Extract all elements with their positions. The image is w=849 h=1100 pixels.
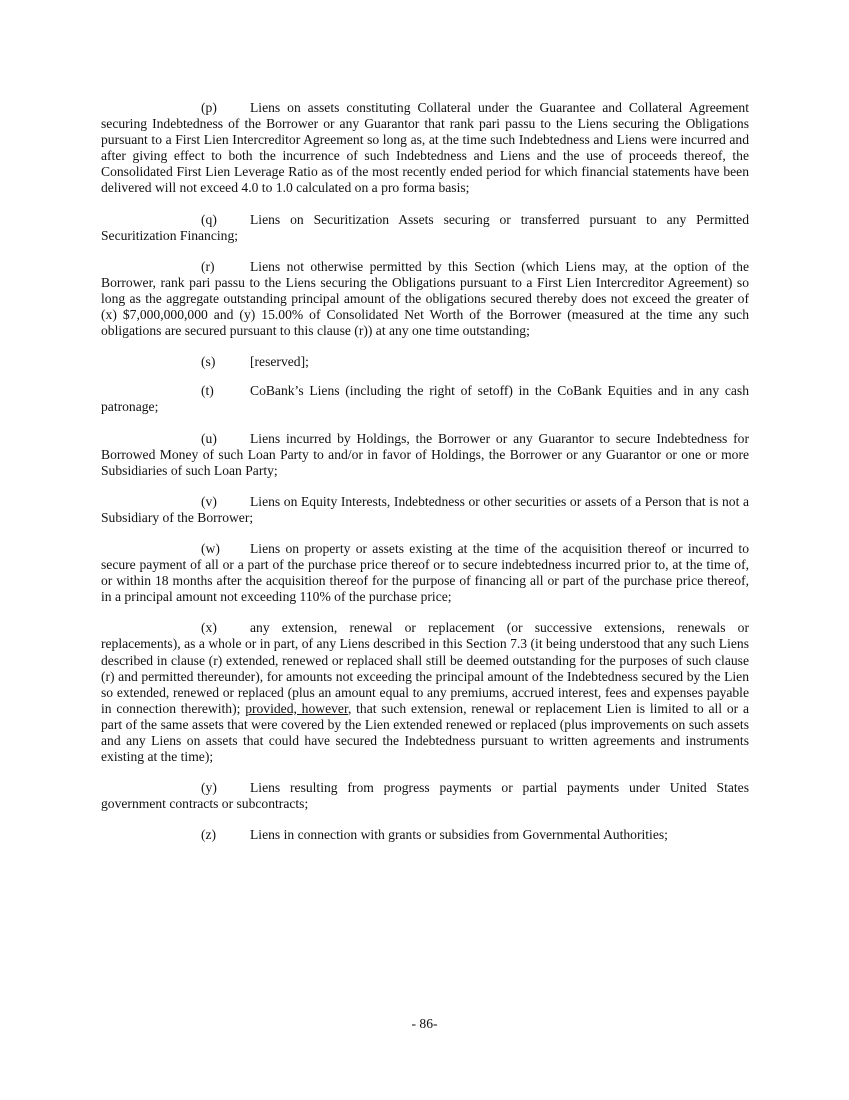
clause-t — [101, 383, 749, 415]
clause-text: Liens resulting from progress payments or partial payments under United States government contracts or subcontracts; — [101, 780, 749, 812]
clause-u — [101, 431, 749, 479]
clause-marker: (r) — [201, 258, 215, 274]
clause-marker: (y) — [201, 780, 217, 796]
clause-text: [reserved]; — [250, 354, 309, 370]
clause-s — [101, 354, 749, 370]
clause-text: Liens on property or assets existing at the time of the acquisition thereof or incurred to secure payment of all or a part of the purchase price thereof or to secure indebtedness incurred prior to, at the time of, or within 18 months after the acquisition thereof for the purpose of financing all or part of the purchase price thereof, in a principal amount not exceeding 110% of the purchase price; — [101, 540, 749, 605]
clause-text: any extension, renewal or replacement (or successive extensions, renewals or replacements), as a whole or in part, of any Liens described in this Section 7.3 (it being understood that any such Liens described in clause (r) extended, renewed or replaced shall still be deemed outstanding for the purposes of such clause (r) and permitted thereunder), for amounts not exceeding the principal amount of the Indebtedness secured by the Lien so extended, renewed or replaced (plus an amount equal to any premiums, accrued interest, fees and expenses payable in connection therewith); — [101, 620, 749, 716]
clause-marker: (v) — [201, 493, 217, 509]
clause-text: Liens on Equity Interests, Indebtedness or other securities or assets of a Person that is not a Subsidiary of the Borrower; — [101, 493, 749, 525]
clause-marker: (s) — [201, 354, 216, 370]
clause-q — [101, 212, 749, 244]
clause-y — [101, 780, 749, 812]
clause-r — [101, 259, 749, 339]
clause-marker: (t) — [201, 383, 214, 399]
clause-text: Liens not otherwise permitted by this Section (which Liens may, at the option of the Borrower, rank pari passu to the Liens securing the Obligations pursuant to a First Lien Intercreditor Agreement) so long as the aggregate outstanding principal amount of the obligations secured thereby does not exceed the greater of (x) $7,000,000,000 and (y) 15.00% of Consolidated Net Worth of the Borrower (measured at the time any such obligations are secured pursuant to this clause (r)) at any one time outstanding; — [101, 258, 749, 339]
page-number: - 86- — [411, 1016, 438, 1031]
clause-text: Liens incurred by Holdings, the Borrower or any Guarantor to secure Indebtedness for Borrowed Money of such Loan Party to and/or in favor of Holdings, the Borrower or any Guarantor or one or more Subsidiaries of such Loan Party; — [101, 430, 749, 478]
clause-marker: (q) — [201, 211, 217, 227]
provided-however-term: provided, however — [245, 700, 348, 716]
clause-text: Liens on Securitization Assets securing or transferred pursuant to any Permitted Securitization Financing; — [101, 211, 749, 243]
clause-text-continued: , that such extension, renewal or replacement Lien is limited to all or a part of the same assets that were covered by the Lien extended renewed or replaced (plus improvements on such assets and any Liens on assets that could have secured the Indebtedness pursuant to written agreements and instruments existing at the time); — [101, 700, 749, 765]
clause-text: CoBank’s Liens (including the right of setoff) in the CoBank Equities and in any cash patronage; — [101, 383, 749, 415]
clause-text: Liens in connection with grants or subsidies from Governmental Authorities; — [250, 827, 668, 843]
document-body — [101, 100, 749, 858]
clause-marker: (p) — [201, 100, 217, 115]
clause-p — [101, 100, 749, 197]
clause-w — [101, 541, 749, 605]
clause-z — [101, 827, 749, 843]
clause-v — [101, 494, 749, 526]
clause-marker: (u) — [201, 430, 217, 446]
clause-text: Liens on assets constituting Collateral under the Guarantee and Collateral Agreement securing Indebtedness of the Borrower or any Guarantor that rank pari passu to the Liens securing the Obligations pursuant to a First Lien Intercreditor Agreement so long as, at the time such Indebtedness and Liens were incurred and after giving effect to both the incurrence of such Indebtedness and Liens and the use of proceeds thereof, the Consolidated First Lien Leverage Ratio as of the most recently ended period for which financial statements have been delivered will not exceed 4.0 to 1.0 calculated on a pro forma basis; — [101, 100, 749, 196]
clause-x — [101, 620, 749, 765]
clause-marker: (z) — [201, 827, 217, 843]
clause-marker: (w) — [201, 540, 220, 556]
clause-marker: (x) — [201, 620, 217, 636]
